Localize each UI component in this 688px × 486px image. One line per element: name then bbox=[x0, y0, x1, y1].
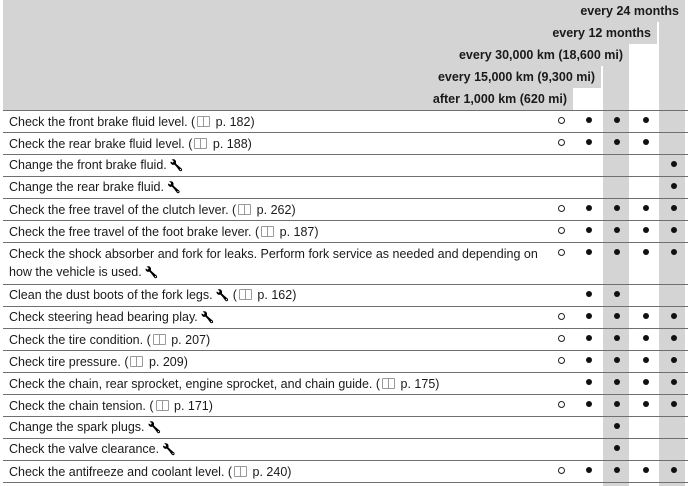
required-dot bbox=[586, 357, 592, 363]
interval-mark-col-4 bbox=[632, 395, 660, 416]
task-description: Clean the dust boots of the fork legs. 🔧 ( p. 162) bbox=[3, 285, 547, 306]
required-dot bbox=[643, 227, 649, 233]
interval-mark-col-3 bbox=[603, 177, 631, 198]
task-description bbox=[3, 177, 547, 198]
interval-mark-col-4 bbox=[632, 133, 660, 154]
required-dot bbox=[614, 227, 620, 233]
table-row bbox=[3, 416, 688, 438]
table-row bbox=[3, 220, 688, 242]
book-icon bbox=[239, 289, 252, 300]
header-row-15000km bbox=[0, 66, 688, 88]
interval-mark-col-2 bbox=[575, 285, 603, 306]
interval-mark-col-4 bbox=[632, 111, 660, 132]
interval-mark-col-1 bbox=[547, 155, 575, 176]
initial-check-ring bbox=[558, 117, 565, 124]
interval-mark-col-4 bbox=[632, 285, 660, 306]
interval-mark-col-2 bbox=[575, 111, 603, 132]
book-icon bbox=[153, 334, 166, 345]
interval-mark-col-2 bbox=[575, 199, 603, 220]
task-description: Check the front brake fluid level. ( p. 182) bbox=[9, 114, 255, 129]
required-dot bbox=[643, 401, 649, 407]
book-icon bbox=[197, 116, 210, 127]
interval-mark-col-5 bbox=[660, 417, 688, 438]
interval-mark-col-2 bbox=[575, 461, 603, 482]
initial-check-ring bbox=[558, 249, 565, 256]
page-reference[interactable]: p. 182 bbox=[212, 114, 251, 129]
required-dot bbox=[643, 139, 649, 145]
interval-mark-col-5 bbox=[660, 199, 688, 220]
interval-mark-col-5 bbox=[660, 285, 688, 306]
interval-mark-col-2 bbox=[575, 243, 603, 284]
required-dot bbox=[643, 379, 649, 385]
required-dot bbox=[643, 335, 649, 341]
interval-mark-col-5 bbox=[660, 307, 688, 328]
table-row bbox=[3, 306, 688, 328]
wrench-icon: 🔧 bbox=[200, 312, 215, 324]
task-description: Check tire pressure. ( p. 209) bbox=[9, 354, 188, 369]
required-dot bbox=[643, 205, 649, 211]
interval-mark-col-5 bbox=[660, 155, 688, 176]
task-description: Check the free travel of the foot brake lever. ( p. 187) bbox=[9, 224, 319, 239]
interval-mark-col-1 bbox=[547, 221, 575, 242]
interval-mark-col-5 bbox=[660, 373, 688, 394]
interval-mark-col-5 bbox=[660, 111, 688, 132]
interval-mark-col-3 bbox=[603, 285, 631, 306]
table-row bbox=[3, 372, 688, 394]
book-icon bbox=[194, 138, 207, 149]
initial-check-ring bbox=[558, 467, 565, 474]
initial-check-ring bbox=[558, 357, 565, 364]
page-reference[interactable]: p. 262 bbox=[253, 202, 292, 217]
required-dot bbox=[586, 139, 592, 145]
required-dot bbox=[614, 335, 620, 341]
table-row bbox=[3, 198, 688, 220]
required-dot bbox=[586, 227, 592, 233]
interval-mark-col-2 bbox=[575, 439, 603, 460]
header-row-30000km bbox=[0, 44, 688, 66]
interval-mark-col-1 bbox=[547, 177, 575, 198]
required-dot bbox=[614, 423, 620, 429]
task-description: Check the chain, rear sprocket, engine sprocket, and chain guide. ( p. 175) bbox=[9, 376, 440, 391]
interval-mark-col-1 bbox=[547, 395, 575, 416]
required-dot bbox=[586, 291, 592, 297]
interval-mark-col-1 bbox=[547, 417, 575, 438]
page-reference[interactable]: p. 188 bbox=[209, 136, 248, 151]
required-dot bbox=[586, 335, 592, 341]
interval-mark-col-1 bbox=[547, 461, 575, 482]
table-row bbox=[3, 110, 688, 132]
interval-mark-col-3 bbox=[603, 307, 631, 328]
page-reference[interactable]: p. 207 bbox=[167, 332, 206, 347]
page-reference[interactable]: p. 187 bbox=[276, 224, 315, 239]
interval-mark-col-2 bbox=[575, 155, 603, 176]
interval-mark-col-5 bbox=[660, 133, 688, 154]
task-text: Check the rear brake fluid level. ( bbox=[9, 136, 193, 151]
page-reference[interactable]: p. 209 bbox=[145, 354, 184, 369]
interval-mark-col-3 bbox=[603, 199, 631, 220]
header-1000-km: after 1,000 km (620 mi) bbox=[432, 92, 567, 106]
required-dot bbox=[614, 117, 620, 123]
header-row-24-months bbox=[0, 0, 688, 22]
interval-mark-col-2 bbox=[575, 373, 603, 394]
task-description bbox=[3, 439, 547, 460]
interval-mark-col-5 bbox=[660, 243, 688, 284]
task-description: Check the rear brake fluid level. ( p. 188) bbox=[9, 136, 252, 151]
interval-mark-col-3 bbox=[603, 351, 631, 372]
interval-mark-col-3 bbox=[603, 243, 631, 284]
task-description bbox=[3, 243, 547, 284]
interval-mark-col-2 bbox=[575, 417, 603, 438]
required-dot bbox=[671, 401, 677, 407]
interval-mark-col-3 bbox=[603, 439, 631, 460]
interval-mark-col-1 bbox=[547, 307, 575, 328]
header-row-12-months bbox=[0, 22, 688, 44]
interval-mark-col-4 bbox=[632, 439, 660, 460]
task-text: Check the front brake fluid level. ( bbox=[9, 114, 196, 129]
page-reference[interactable]: p. 171 bbox=[170, 398, 209, 413]
interval-mark-col-2 bbox=[575, 395, 603, 416]
required-dot bbox=[671, 183, 677, 189]
required-dot bbox=[586, 379, 592, 385]
required-dot bbox=[671, 205, 677, 211]
interval-mark-col-2 bbox=[575, 351, 603, 372]
interval-mark-col-2 bbox=[575, 329, 603, 350]
interval-mark-col-2 bbox=[575, 133, 603, 154]
required-dot bbox=[586, 205, 592, 211]
task-description bbox=[3, 417, 547, 438]
task-rows bbox=[3, 110, 688, 483]
required-dot bbox=[614, 291, 620, 297]
initial-check-ring bbox=[558, 313, 565, 320]
page-reference[interactable]: p. 240 bbox=[249, 464, 288, 479]
required-dot bbox=[671, 379, 677, 385]
task-text: Clean the dust boots of the fork legs. bbox=[9, 288, 213, 302]
initial-check-ring bbox=[558, 401, 565, 408]
interval-mark-col-1 bbox=[547, 243, 575, 284]
interval-mark-col-3 bbox=[603, 417, 631, 438]
required-dot bbox=[643, 357, 649, 363]
required-dot bbox=[671, 249, 677, 255]
table-row bbox=[3, 242, 688, 284]
task-text: Check the free travel of the foot brake lever. ( bbox=[9, 224, 260, 239]
interval-mark-col-5 bbox=[660, 177, 688, 198]
table-row bbox=[3, 154, 688, 176]
required-dot bbox=[614, 249, 620, 255]
task-text: Check the antifreeze and coolant level. ( bbox=[9, 464, 233, 479]
required-dot bbox=[614, 357, 620, 363]
task-text: Check the free travel of the clutch lever. ( bbox=[9, 202, 237, 217]
required-dot bbox=[643, 313, 649, 319]
task-description: Check the free travel of the clutch lever. ( p. 262) bbox=[9, 202, 296, 217]
header-30000-km: every 30,000 km (18,600 mi) bbox=[458, 48, 623, 62]
task-text: Check the chain tension. ( bbox=[9, 398, 154, 413]
initial-check-ring bbox=[558, 139, 565, 146]
required-dot bbox=[586, 313, 592, 319]
wrench-icon: 🔧 bbox=[169, 160, 184, 172]
interval-mark-col-4 bbox=[632, 221, 660, 242]
interval-mark-col-2 bbox=[575, 177, 603, 198]
required-dot bbox=[643, 249, 649, 255]
book-icon bbox=[234, 466, 247, 477]
required-dot bbox=[586, 117, 592, 123]
wrench-icon: 🔧 bbox=[215, 290, 230, 302]
required-dot bbox=[643, 467, 649, 473]
task-text: Check tire pressure. ( bbox=[9, 354, 129, 369]
task-description bbox=[3, 307, 547, 328]
table-row bbox=[3, 284, 688, 306]
interval-mark-col-3 bbox=[603, 155, 631, 176]
wrench-icon: 🔧 bbox=[166, 182, 181, 194]
interval-mark-col-4 bbox=[632, 307, 660, 328]
task-description: Check the chain tension. ( p. 171) bbox=[9, 398, 213, 413]
header-12-months: every 12 months bbox=[552, 26, 651, 40]
interval-mark-col-5 bbox=[660, 461, 688, 482]
required-dot bbox=[643, 117, 649, 123]
required-dot bbox=[614, 379, 620, 385]
table-row bbox=[3, 132, 688, 154]
interval-mark-col-4 bbox=[632, 199, 660, 220]
task-text: Check steering head bearing play. bbox=[9, 310, 198, 324]
interval-mark-col-1 bbox=[547, 285, 575, 306]
interval-mark-col-2 bbox=[575, 221, 603, 242]
interval-mark-col-4 bbox=[632, 417, 660, 438]
required-dot bbox=[586, 249, 592, 255]
required-dot bbox=[614, 467, 620, 473]
task-text: Change the front brake fluid. bbox=[9, 158, 167, 172]
interval-mark-col-5 bbox=[660, 329, 688, 350]
interval-mark-col-5 bbox=[660, 439, 688, 460]
book-icon bbox=[238, 204, 251, 215]
interval-mark-col-1 bbox=[547, 199, 575, 220]
task-text: Change the spark plugs. bbox=[9, 420, 145, 434]
wrench-icon: 🔧 bbox=[144, 267, 159, 279]
table-row bbox=[3, 350, 688, 372]
required-dot bbox=[671, 313, 677, 319]
interval-mark-col-1 bbox=[547, 329, 575, 350]
interval-mark-col-4 bbox=[632, 373, 660, 394]
task-text: Check the shock absorber and fork for leaks. Perform fork service as needed and depending on how the vehicle is used. bbox=[9, 247, 538, 279]
interval-mark-col-3 bbox=[603, 395, 631, 416]
required-dot bbox=[671, 335, 677, 341]
interval-mark-col-1 bbox=[547, 133, 575, 154]
initial-check-ring bbox=[558, 205, 565, 212]
interval-mark-col-4 bbox=[632, 461, 660, 482]
required-dot bbox=[614, 139, 620, 145]
book-icon bbox=[130, 356, 143, 367]
interval-mark-col-4 bbox=[632, 351, 660, 372]
wrench-icon: 🔧 bbox=[147, 422, 162, 434]
interval-mark-col-1 bbox=[547, 439, 575, 460]
required-dot bbox=[671, 161, 677, 167]
interval-mark-col-4 bbox=[632, 155, 660, 176]
page-reference[interactable]: p. 175 bbox=[397, 376, 436, 391]
table-row bbox=[3, 394, 688, 416]
book-icon bbox=[156, 400, 169, 411]
initial-check-ring bbox=[558, 335, 565, 342]
task-description: Check the tire condition. ( p. 207) bbox=[9, 332, 211, 347]
interval-mark-col-2 bbox=[575, 307, 603, 328]
task-text: Check the valve clearance. bbox=[9, 442, 160, 456]
table-row bbox=[3, 460, 688, 483]
table-row bbox=[3, 176, 688, 198]
interval-mark-col-3 bbox=[603, 133, 631, 154]
required-dot bbox=[671, 357, 677, 363]
interval-mark-col-4 bbox=[632, 243, 660, 284]
required-dot bbox=[671, 467, 677, 473]
interval-mark-col-5 bbox=[660, 395, 688, 416]
required-dot bbox=[586, 467, 592, 473]
book-icon bbox=[261, 226, 274, 237]
table-row bbox=[3, 438, 688, 460]
book-icon bbox=[382, 378, 395, 389]
interval-mark-col-3 bbox=[603, 111, 631, 132]
interval-mark-col-1 bbox=[547, 111, 575, 132]
task-description: Check the antifreeze and coolant level. ( p. 240) bbox=[9, 464, 292, 479]
required-dot bbox=[614, 313, 620, 319]
page-reference[interactable]: p. 162 bbox=[253, 288, 293, 302]
interval-mark-col-3 bbox=[603, 221, 631, 242]
task-text: Check the chain, rear sprocket, engine sprocket, and chain guide. ( bbox=[9, 376, 381, 391]
initial-check-ring bbox=[558, 227, 565, 234]
interval-mark-col-4 bbox=[632, 177, 660, 198]
task-description bbox=[3, 155, 547, 176]
required-dot bbox=[671, 227, 677, 233]
interval-mark-col-5 bbox=[660, 351, 688, 372]
header-15000-km: every 15,000 km (9,300 mi) bbox=[437, 70, 595, 84]
interval-mark-col-3 bbox=[603, 373, 631, 394]
required-dot bbox=[586, 401, 592, 407]
header-24-months: every 24 months bbox=[580, 4, 679, 18]
required-dot bbox=[614, 445, 620, 451]
interval-mark-col-5 bbox=[660, 221, 688, 242]
interval-mark-col-1 bbox=[547, 351, 575, 372]
table-row bbox=[3, 328, 688, 350]
header-row-1000km bbox=[0, 88, 688, 110]
wrench-icon: 🔧 bbox=[162, 444, 176, 456]
interval-mark-col-3 bbox=[603, 329, 631, 350]
required-dot bbox=[614, 205, 620, 211]
task-text: Change the rear brake fluid. bbox=[9, 180, 164, 194]
interval-mark-col-3 bbox=[603, 461, 631, 482]
task-text: Check the tire condition. ( bbox=[9, 332, 151, 347]
required-dot bbox=[614, 401, 620, 407]
interval-mark-col-4 bbox=[632, 329, 660, 350]
interval-mark-col-1 bbox=[547, 373, 575, 394]
